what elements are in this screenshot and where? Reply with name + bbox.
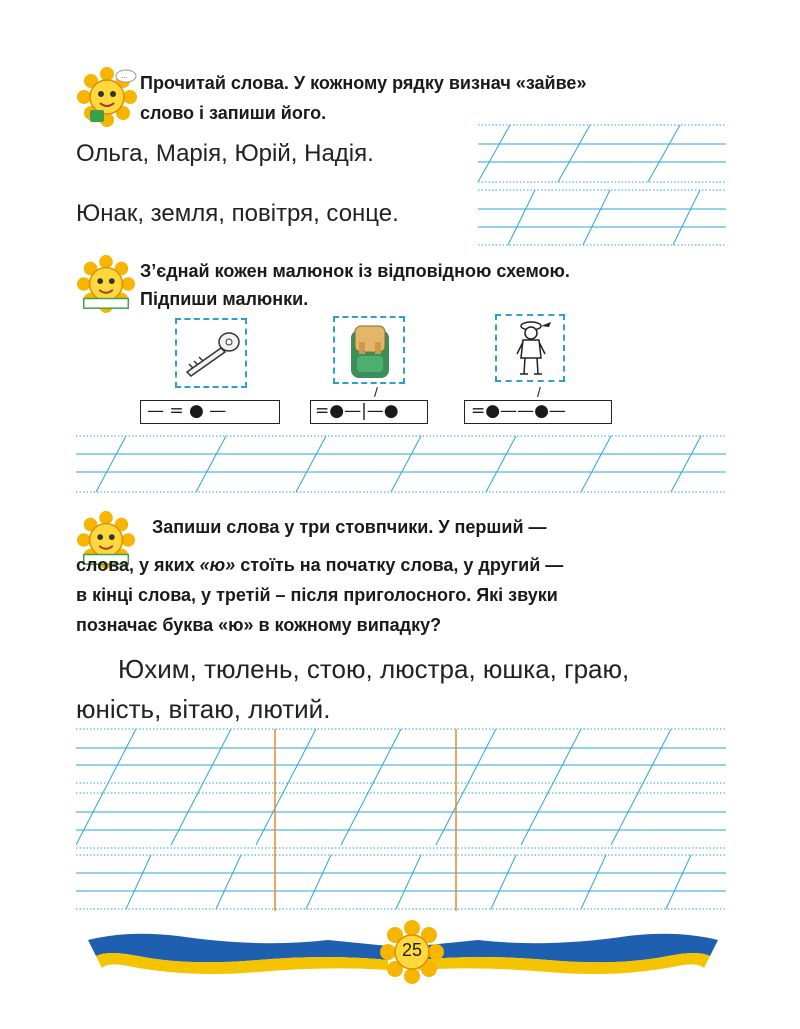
sunflower-writing-icon <box>76 254 136 314</box>
stress-mark-2: / <box>374 384 378 400</box>
scheme-3[interactable]: =●——●— <box>464 400 612 424</box>
stress-mark-3: / <box>537 384 541 400</box>
sunflower-reading-icon <box>76 66 138 128</box>
backpack-icon <box>345 322 395 380</box>
task1-instruction-line2: слово і запиши його. <box>140 103 327 123</box>
scheme-1[interactable]: — = ● — <box>140 400 280 424</box>
writing-lines-task1[interactable] <box>470 120 726 250</box>
task3-line2-em: «ю» <box>199 555 236 575</box>
key-picture-frame[interactable] <box>175 318 247 388</box>
writing-lines-task2[interactable] <box>76 430 726 500</box>
task3-words-line1: Юхим, тюлень, стою, люстра, юшка, граю, <box>118 654 630 684</box>
task3-instruction-line2 <box>76 552 563 579</box>
task3-words-line2: юність, вітаю, лютий. <box>76 694 331 724</box>
task3-line2-post: стоїть на початку слова, у другий — <box>235 555 564 575</box>
task2-instruction-line1: З’єднай кожен малюнок із відповідною схемою. <box>140 261 570 281</box>
key-icon <box>181 328 243 380</box>
task1-row-1-words: Ольга, Марія, Юрій, Надія. <box>76 140 374 167</box>
svg-text:...: ... <box>121 71 128 80</box>
page-number: 25 <box>401 940 423 960</box>
task3-instruction-line4: позначає буква «ю» в кожному випадку? <box>76 615 442 635</box>
task1-row-2-words: Юнак, земля, повітря, сонце. <box>76 200 399 227</box>
writing-lines-task3[interactable] <box>76 725 726 915</box>
scheme-2[interactable]: =●—|—● <box>310 400 428 424</box>
backpack-picture-frame[interactable] <box>333 316 405 384</box>
task3-instruction-line3: в кінці слова, у третій – після приголосного. Які звуки <box>76 585 558 605</box>
task1-instruction-line1: Прочитай слова. У кожному рядку визнач «зайве» <box>140 73 587 93</box>
task3-instruction-line1: Запиши слова у три стовпчики. У перший — <box>152 517 547 537</box>
task2-instruction-line2: Підпиши малюнки. <box>140 289 309 309</box>
task3-line2-pre: слова, у яких <box>76 555 200 575</box>
sailor-icon <box>509 318 553 380</box>
sailor-picture-frame[interactable] <box>495 314 565 382</box>
